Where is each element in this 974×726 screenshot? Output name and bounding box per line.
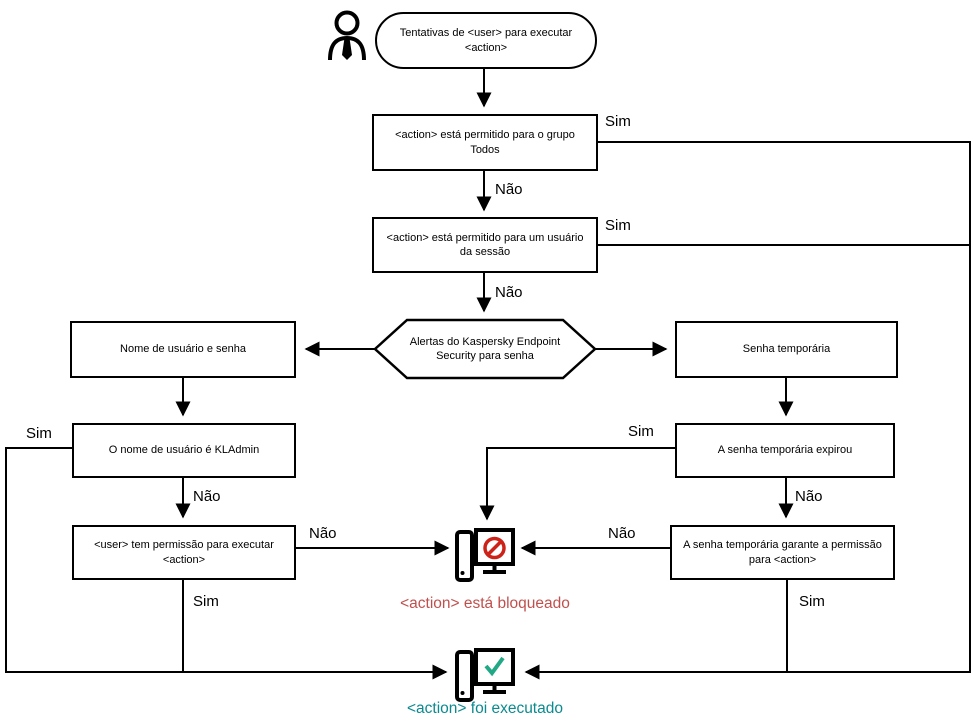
edge-label-group-yes: Sim — [605, 113, 631, 130]
executed-computer-icon — [457, 650, 513, 700]
node-is-kladmin-label: O nome de usuário é KLAdmin — [108, 444, 260, 457]
user-icon — [330, 13, 364, 61]
node-start-label: Tentativas de <user> para executar <action> — [399, 27, 573, 54]
node-temp-password-grants — [670, 525, 895, 580]
edge-label-expired-yes: Sim — [628, 423, 654, 440]
edge-label-grants-yes: Sim — [799, 593, 825, 610]
edge-label-kladmin-yes: Sim — [26, 425, 52, 442]
edge-label-permission-yes: Sim — [193, 593, 219, 610]
node-temp-password-label: Senha temporária — [742, 343, 831, 356]
edge-label-expired-no: Não — [795, 488, 823, 505]
node-user-has-permission-label: <user> tem permissão para executar <action> — [94, 539, 274, 566]
node-password-prompt — [385, 321, 585, 377]
node-is-kladmin — [72, 423, 296, 478]
edge-label-session-no: Não — [495, 284, 523, 301]
edge-label-group-no: Não — [495, 181, 523, 198]
status-executed: <action> foi executado — [407, 700, 563, 717]
edge-label-session-yes: Sim — [605, 217, 631, 234]
edge-expired-yes — [487, 448, 675, 519]
edge-label-permission-no: Não — [309, 525, 337, 542]
edge-label-kladmin-no: Não — [193, 488, 221, 505]
node-allowed-group — [372, 114, 598, 171]
node-temp-password-expired-label: A senha temporária expirou — [717, 444, 853, 457]
node-allowed-group-label: <action> está permitido para o grupo Todos — [395, 129, 575, 156]
node-temp-password — [675, 321, 898, 378]
node-temp-password-expired — [675, 423, 895, 478]
node-username-password — [70, 321, 296, 378]
node-allowed-session-user — [372, 217, 598, 273]
node-temp-password-grants-label: A senha temporária garante a permissão para <action> — [683, 539, 882, 566]
node-start — [375, 12, 597, 69]
status-blocked: <action> está bloqueado — [400, 595, 570, 612]
node-allowed-session-user-label: <action> está permitido para um usuário da sessão — [386, 231, 584, 258]
node-username-password-label: Nome de usuário e senha — [120, 343, 246, 356]
edge-label-grants-no: Não — [608, 525, 636, 542]
node-user-has-permission — [72, 525, 296, 580]
blocked-computer-icon — [457, 530, 513, 580]
node-password-prompt-label: Alertas do Kaspersky Endpoint Security para senha — [409, 335, 561, 362]
